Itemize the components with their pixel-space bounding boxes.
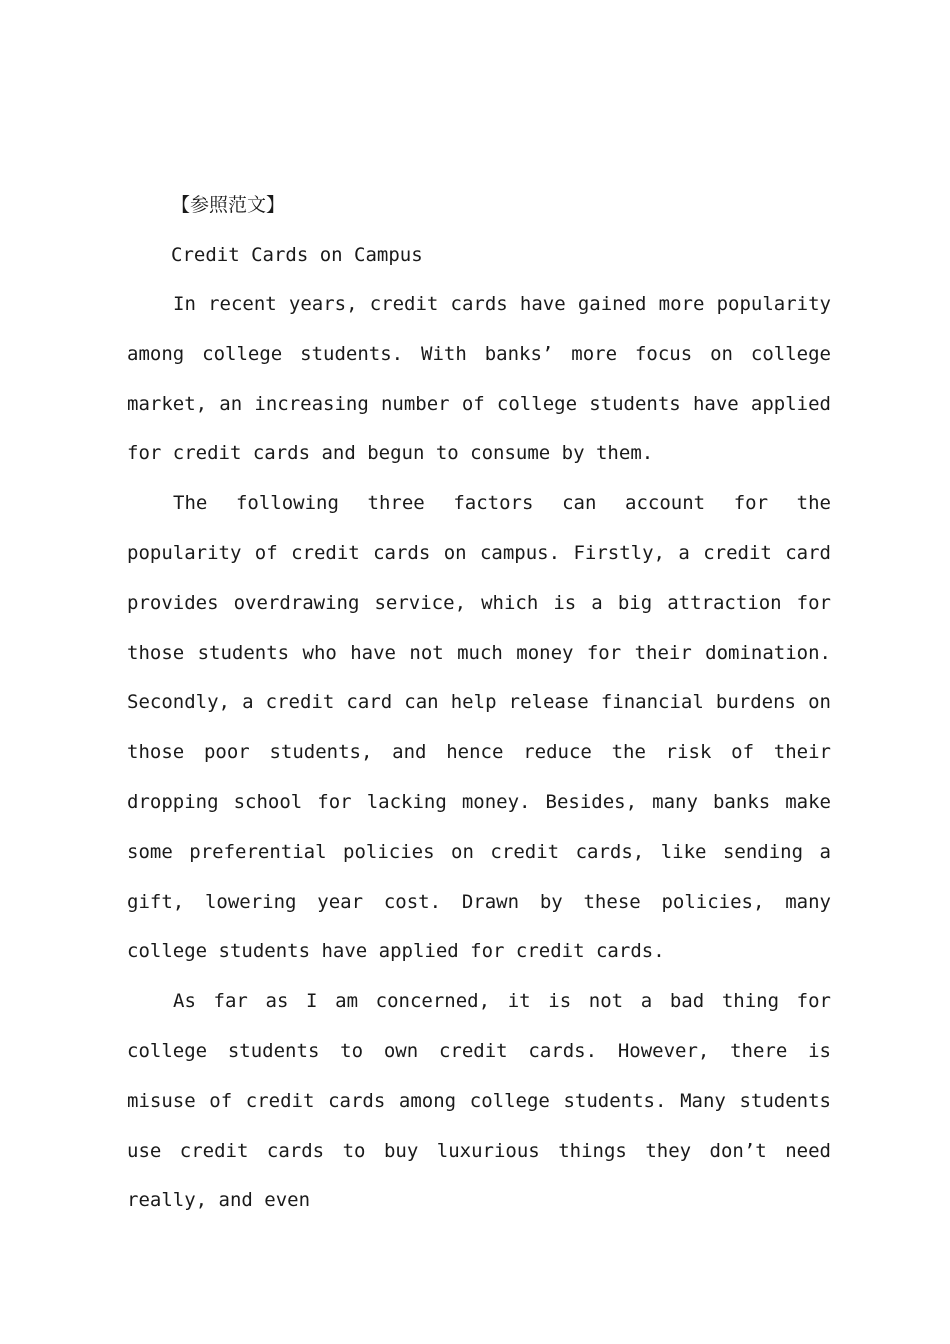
- paragraph-3: As far as I am concerned, it is not a bad thing for college students to own credit cards. However, there is misuse of credit cards among college students. Many students use credit cards to buy luxurious things they don’t need really, and even: [127, 990, 831, 1212]
- paragraph-2: The following three factors can account for the popularity of credit cards on campus. Firstly, a credit card provides overdrawing service, which is a big attraction for those students who have not much money for their domination. Secondly, a credit card can help release financial burdens on those poor students, and hence reduce the risk of their dropping school for lacking money. Besides, many banks make some preferential policies on credit cards, like sending a gift, lowering year cost. Drawn by these policies, many college students have applied for credit cards.: [127, 492, 831, 963]
- document-body: [127, 180, 831, 1226]
- section-label: 【参照范文】: [171, 194, 286, 216]
- essay-title: Credit Cards on Campus: [171, 244, 423, 266]
- paragraph-1: In recent years, credit cards have gained more popularity among college students. With banks’ more focus on college market, an increasing number of college students have applied for credit cards and begun to consume by them.: [127, 293, 831, 465]
